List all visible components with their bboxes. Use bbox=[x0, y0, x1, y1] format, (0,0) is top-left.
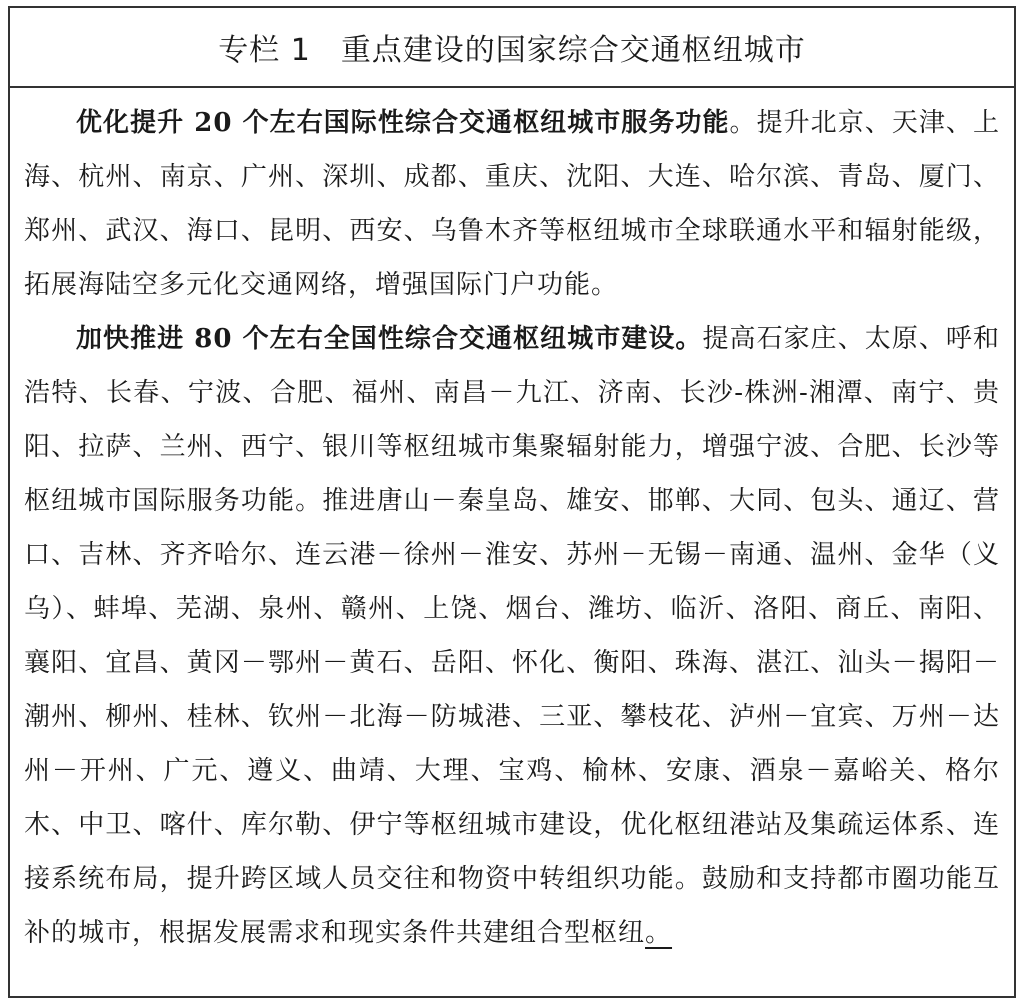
paragraph-lead-bold: 优化提升 20 个左右国际性综合交通枢纽城市服务功能 bbox=[76, 108, 730, 138]
column-box bbox=[8, 6, 1016, 998]
paragraph-text: 。提升北京、天津、上海、杭州、南京、广州、深圳、成都、重庆、沈阳、大连、哈尔滨、青岛、厦门、郑州、武汉、海口、昆明、西安、乌鲁木齐等枢纽城市全球联通水平和辐射能级，拓展海陆空多元化交通网络，增强国际门户功能。 bbox=[24, 108, 1000, 300]
paragraph-international bbox=[24, 96, 1000, 312]
paragraph-end-mark: 。 bbox=[645, 918, 673, 948]
paragraph-lead-bold: 加快推进 80 个左右全国性综合交通枢纽城市建设。 bbox=[76, 324, 703, 354]
paragraph-text: 提高石家庄、太原、呼和浩特、长春、宁波、合肥、福州、南昌－九江、济南、长沙-株洲-湘潭、南宁、贵阳、拉萨、兰州、西宁、银川等枢纽城市集聚辐射能力，增强宁波、合肥、长沙等枢纽城市国际服务功能。推进唐山－秦皇岛、雄安、邯郸、大同、包头、通辽、营口、吉林、齐齐哈尔、连云港－徐州－淮安、苏州－无锡－南通、温州、金华（义乌）、蚌埠、芜湖、泉州、赣州、上饶、烟台、潍坊、临沂、洛阳、商丘、南阳、襄阳、宜昌、黄冈－鄂州－黄石、岳阳、怀化、衡阳、珠海、湛江、汕头－揭阳－潮州、柳州、桂林、钦州－北海－防城港、三亚、攀枝花、泸州－宜宾、万州－达州－开州、广元、遵义、曲靖、大理、宝鸡、榆林、安康、酒泉－嘉峪关、格尔木、中卫、喀什、库尔勒、伊宁等枢纽城市建设，优化枢纽港站及集疏运体系、连接系统布局，提升跨区域人员交往和物资中转组织功能。鼓励和支持都市圈功能互补的城市，根据发展需求和现实条件共建组合型枢纽 bbox=[24, 324, 1000, 948]
column-title bbox=[10, 8, 1014, 88]
paragraph-national bbox=[24, 312, 1000, 960]
column-heading: 重点建设的国家综合交通枢纽城市 bbox=[340, 33, 806, 68]
column-body bbox=[10, 88, 1014, 960]
column-label: 专栏 1 bbox=[218, 33, 311, 68]
